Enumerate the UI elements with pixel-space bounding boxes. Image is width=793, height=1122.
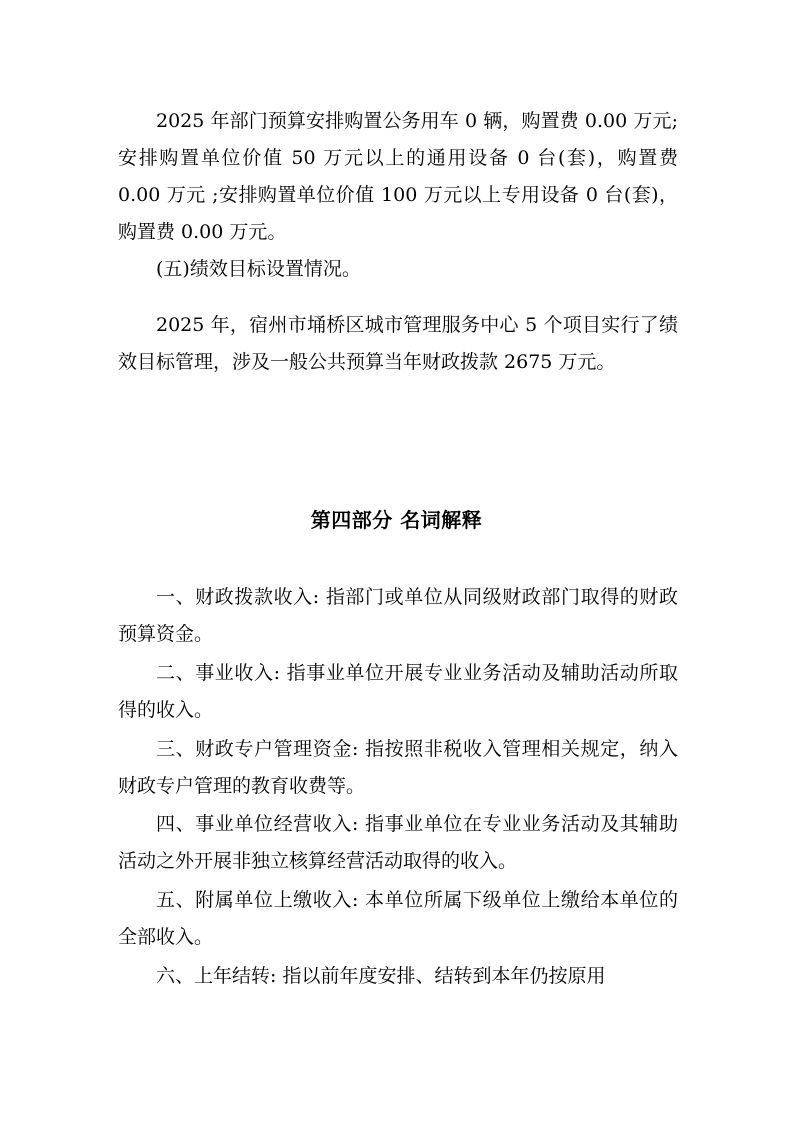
performance-goals-heading: (五)绩效目标设置情况。 bbox=[156, 258, 361, 280]
term-item-3: 三、财政专户管理资金: 指按照非税收入管理相关规定，纳入财政专户管理的教育收费等。 bbox=[118, 738, 678, 797]
term-item-4: 四、事业单位经营收入: 指事业单位在专业业务活动及其辅助活动之外开展非独立核算经营活动取得的收入。 bbox=[118, 813, 678, 872]
vehicle-equipment-paragraph: 2025 年部门预算安排购置公务用车 0 辆，购置费 0.00 万元;安排购置单位价值 50 万元以上的通用设备 0 台(套)，购置费 0.00 万元 ;安排购置单位价值 100 万元以上专用设备 0 台(套)，购置费 0.00 万元。 bbox=[118, 110, 678, 243]
term-item-1: 一、财政拨款收入: 指部门或单位从同级财政部门取得的财政预算资金。 bbox=[118, 586, 678, 645]
part-four-title: 第四部分 名词解释 bbox=[310, 508, 483, 532]
term-item-2: 二、事业收入: 指事业单位开展专业业务活动及辅助活动所取得的收入。 bbox=[118, 662, 678, 721]
term-item-5: 五、附属单位上缴收入: 本单位所属下级单位上缴给本单位的全部收入。 bbox=[118, 889, 678, 948]
term-item-6: 六、上年结转: 指以前年度安排、结转到本年仍按原用 bbox=[156, 965, 606, 987]
performance-goals-paragraph: 2025 年，宿州市埇桥区城市管理服务中心 5 个项目实行了绩效目标管理，涉及一般公共预算当年财政拨款 2675 万元。 bbox=[118, 314, 678, 373]
